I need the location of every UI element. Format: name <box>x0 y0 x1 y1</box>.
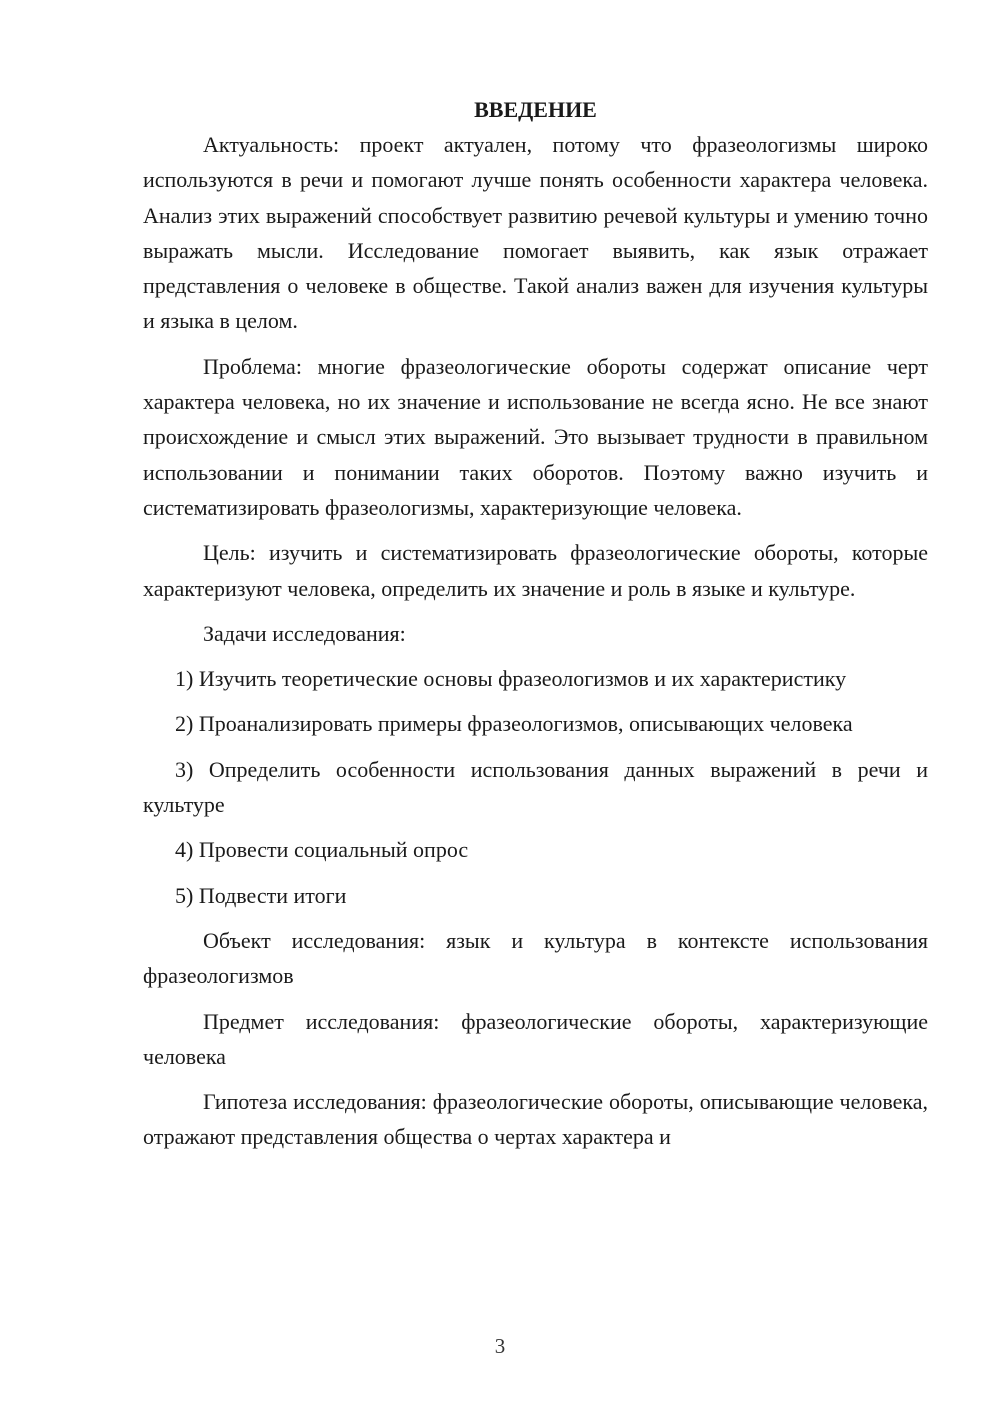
task-item-5: 5) Подвести итоги <box>175 882 347 908</box>
hypothesis-paragraph: Гипотеза исследования: фразеологические обороты, описывающие человека, отражают представления общества о чертах характера и <box>143 1089 928 1150</box>
page-number: 3 <box>494 1334 506 1358</box>
relevance-paragraph: Актуальность: проект актуален, потому что фразеологизмы широко используются в речи и помогают лучше понять особенности характера человека. Анализ этих выражений способствует развитию речевой культуры и умению точно выражать мысли. Исследование помогает выявить, как язык отражает представления о человеке в обществе. Такой анализ важен для изучения культуры и языка в целом. <box>143 132 928 334</box>
page-title: ВВЕДЕНИЕ <box>474 97 597 122</box>
task-item-3: 3) Определить особенности использования данных выражений в речи и культуре <box>143 756 928 818</box>
tasks-heading: Задачи исследования: <box>203 620 406 646</box>
task-item-4: 4) Провести социальный опрос <box>175 837 469 863</box>
task-item-1: 1) Изучить теоретические основы фразеологизмов и их характеристику <box>175 666 847 692</box>
problem-paragraph: Проблема: многие фразеологические обороты содержат описание черт характера человека, но их значение и использование не всегда ясно. Не все знают происхождение и смысл этих выражений. Это вызывает трудности в правильном использовании и понимании таких оборотов. Поэтому важно изучить и систематизировать фразеологизмы, характеризующие человека. <box>143 353 928 520</box>
goal-paragraph: Цель: изучить и систематизировать фразеологические обороты, которые характеризуют человека, определить их значение и роль в языке и культуре. <box>143 540 928 601</box>
document-page <box>143 92 928 1165</box>
subject-paragraph: Предмет исследования: фразеологические обороты, характеризующие человека <box>143 1008 928 1069</box>
task-item-2: 2) Проанализировать примеры фразеологизмов, описывающих человека <box>175 711 853 737</box>
object-paragraph: Объект исследования: язык и культура в контексте использования фразеологизмов <box>143 927 928 989</box>
